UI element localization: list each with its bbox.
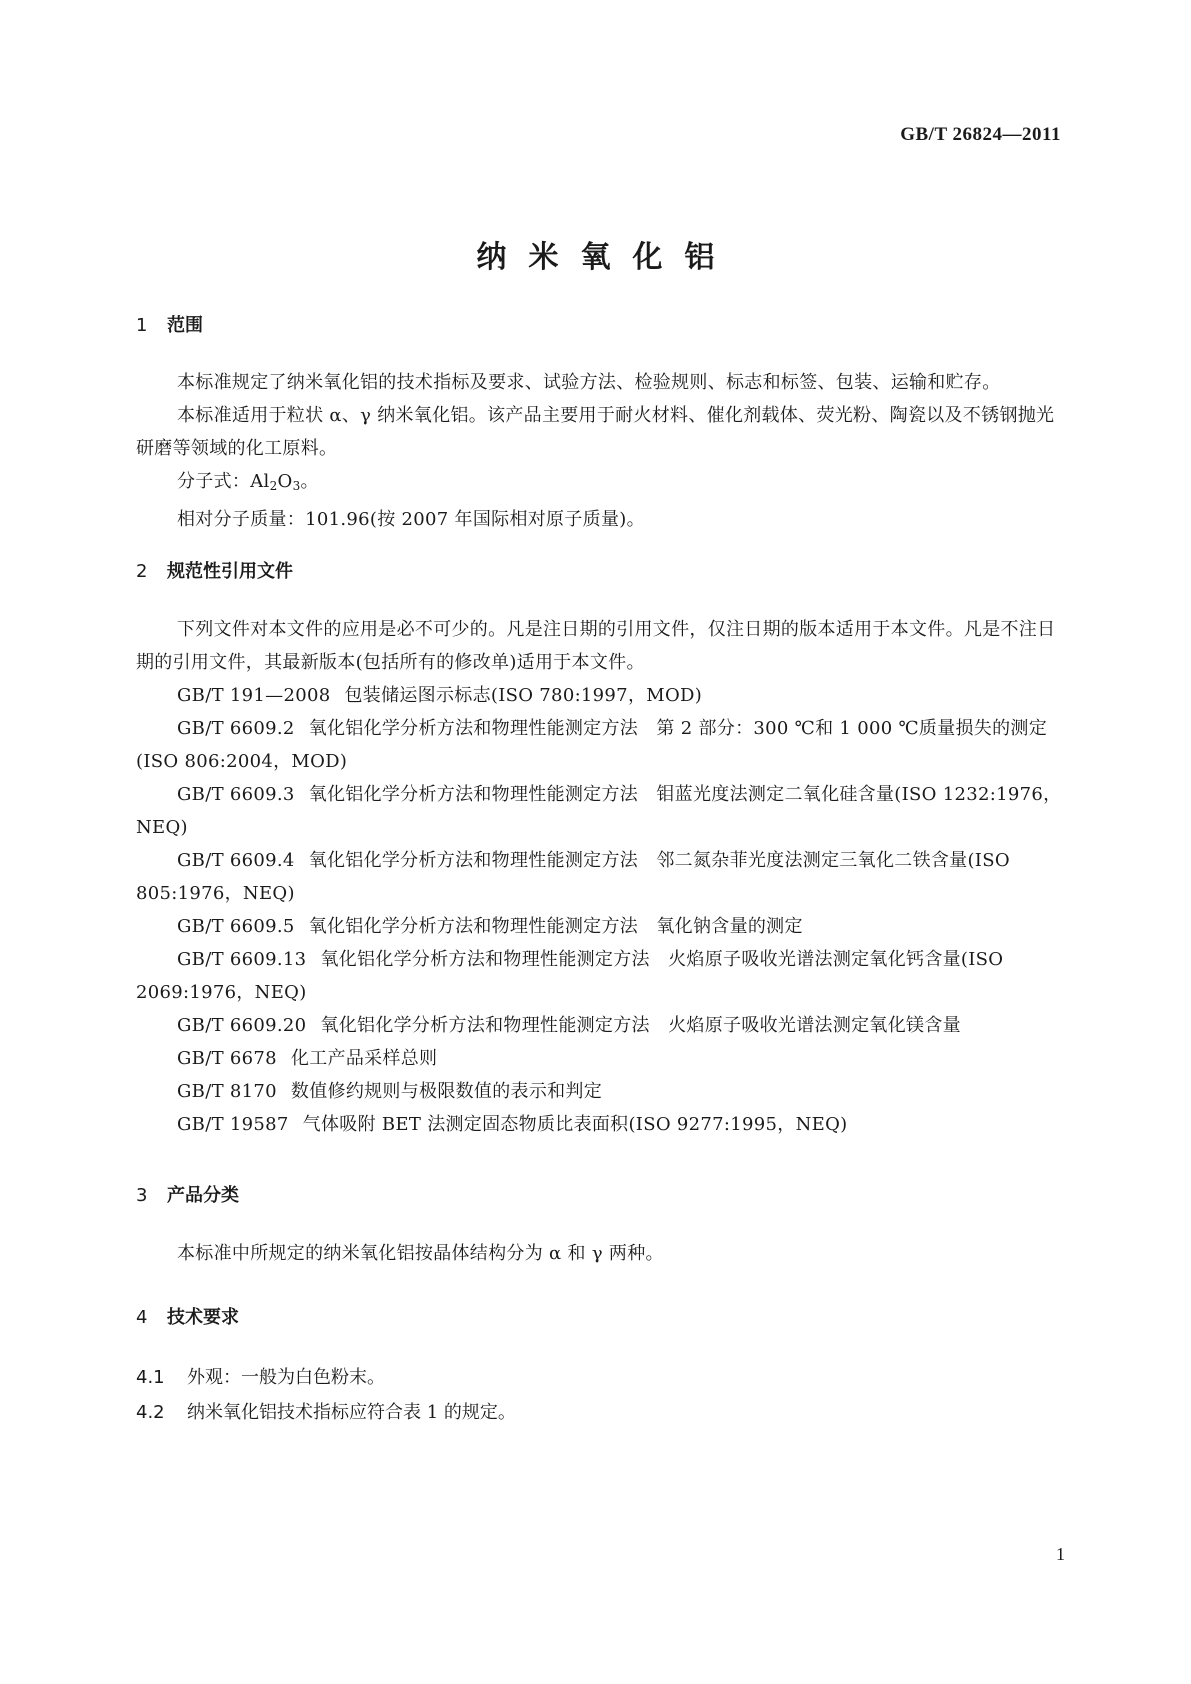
reference-code: GB/T 6609.20 xyxy=(177,1015,307,1036)
section-1-heading xyxy=(136,312,203,340)
formula-end: 。 xyxy=(300,471,319,492)
reference-code: GB/T 6609.3 xyxy=(177,784,295,805)
reference-title: 氧化铝化学分析方法和物理性能测定方法 邻二氮杂菲光度法测定三氧化二铁含量(ISO 805:1976，NEQ) xyxy=(136,850,1010,904)
reference-title: 氧化铝化学分析方法和物理性能测定方法 火焰原子吸收光谱法测定氧化钙含量(ISO 2069:1976，NEQ) xyxy=(136,949,1004,1003)
section-number: 4 xyxy=(136,1307,148,1328)
section-title: 技术要求 xyxy=(167,1307,239,1328)
formula-line xyxy=(136,465,1062,503)
reference-code: GB/T 6609.4 xyxy=(177,850,295,871)
reference-code: GB/T 6678 xyxy=(177,1048,277,1069)
formula-sub-3: 3 xyxy=(292,479,301,493)
section-number: 3 xyxy=(136,1185,148,1206)
formula-label: 分子式： xyxy=(177,471,251,492)
reference-title: 数值修约规则与极限数值的表示和判定 xyxy=(290,1081,603,1102)
reference-title: 氧化铝化学分析方法和物理性能测定方法 第 2 部分：300 ℃和 1 000 ℃质量损失的测定(ISO 806:2004，MOD) xyxy=(136,718,1048,772)
clause-number: 4.1 xyxy=(136,1367,165,1388)
clause-text: 外观：一般为白色粉末。 xyxy=(187,1367,385,1388)
page-number: 1 xyxy=(1056,1544,1065,1564)
section-2-body xyxy=(136,613,1062,1141)
formula-al: Al xyxy=(250,471,270,492)
section-title: 产品分类 xyxy=(167,1185,239,1206)
reference-code: GB/T 8170 xyxy=(177,1081,277,1102)
document-code: GB/T 26824—2011 xyxy=(900,124,1061,145)
reference-title: 氧化铝化学分析方法和物理性能测定方法 钼蓝光度法测定二氧化硅含量(ISO 1232:1976，NEQ) xyxy=(136,784,1062,838)
reference-title: 气体吸附 BET 法测定固态物质比表面积(ISO 9277:1995，NEQ) xyxy=(302,1114,848,1135)
formula-sub-2: 2 xyxy=(269,479,278,493)
reference-item xyxy=(136,1075,1062,1108)
document-title: 纳米氧化铝 xyxy=(476,240,737,275)
paragraph: 下列文件对本文件的应用是必不可少的。凡是注日期的引用文件，仅注日期的版本适用于本文件。凡是不注日期的引用文件，其最新版本(包括所有的修改单)适用于本文件。 xyxy=(136,619,1056,673)
reference-title: 氧化铝化学分析方法和物理性能测定方法 氧化钠含量的测定 xyxy=(308,916,803,937)
paragraph: 本标准适用于粒状 α、γ 纳米氧化铝。该产品主要用于耐火材料、催化剂载体、荧光粉、陶瓷以及不锈钢抛光研磨等领域的化工原料。 xyxy=(136,405,1055,459)
paragraph: 本标准中所规定的纳米氧化铝按晶体结构分为 α 和 γ 两种。 xyxy=(177,1243,664,1264)
reference-item xyxy=(136,1108,1062,1141)
clause-4-2 xyxy=(136,1396,516,1429)
section-title: 范围 xyxy=(167,315,203,336)
reference-code: GB/T 6609.13 xyxy=(177,949,307,970)
section-2-heading xyxy=(136,558,293,586)
reference-code: GB/T 6609.5 xyxy=(177,916,295,937)
reference-item xyxy=(136,910,1062,943)
reference-item xyxy=(136,1009,1062,1042)
reference-title: 氧化铝化学分析方法和物理性能测定方法 火焰原子吸收光谱法测定氧化镁含量 xyxy=(320,1015,961,1036)
section-number: 2 xyxy=(136,561,148,582)
reference-item xyxy=(136,712,1062,778)
molecular-mass: 相对分子质量：101.96(按 2007 年国际相对原子质量)。 xyxy=(177,509,645,530)
section-1-body xyxy=(136,366,1062,536)
reference-item xyxy=(136,943,1062,1009)
section-number: 1 xyxy=(136,315,148,336)
reference-code: GB/T 191—2008 xyxy=(177,685,331,706)
reference-code: GB/T 19587 xyxy=(177,1114,289,1135)
reference-item xyxy=(136,679,1062,712)
paragraph: 本标准规定了纳米氧化铝的技术指标及要求、试验方法、检验规则、标志和标签、包装、运输和贮存。 xyxy=(177,372,1001,393)
section-4-heading xyxy=(136,1304,239,1332)
reference-code: GB/T 6609.2 xyxy=(177,718,295,739)
reference-item xyxy=(136,844,1062,910)
section-3-heading xyxy=(136,1182,239,1210)
reference-item xyxy=(136,778,1062,844)
reference-item xyxy=(136,1042,1062,1075)
section-3-body xyxy=(136,1237,1062,1270)
clause-number: 4.2 xyxy=(136,1402,165,1423)
reference-title: 化工产品采样总则 xyxy=(290,1048,438,1069)
clause-4-1 xyxy=(136,1361,385,1394)
section-title: 规范性引用文件 xyxy=(167,561,293,582)
reference-title: 包装储运图示标志(ISO 780:1997，MOD) xyxy=(344,685,703,706)
formula-o: O xyxy=(277,471,293,492)
clause-text: 纳米氧化铝技术指标应符合表 1 的规定。 xyxy=(187,1402,516,1423)
